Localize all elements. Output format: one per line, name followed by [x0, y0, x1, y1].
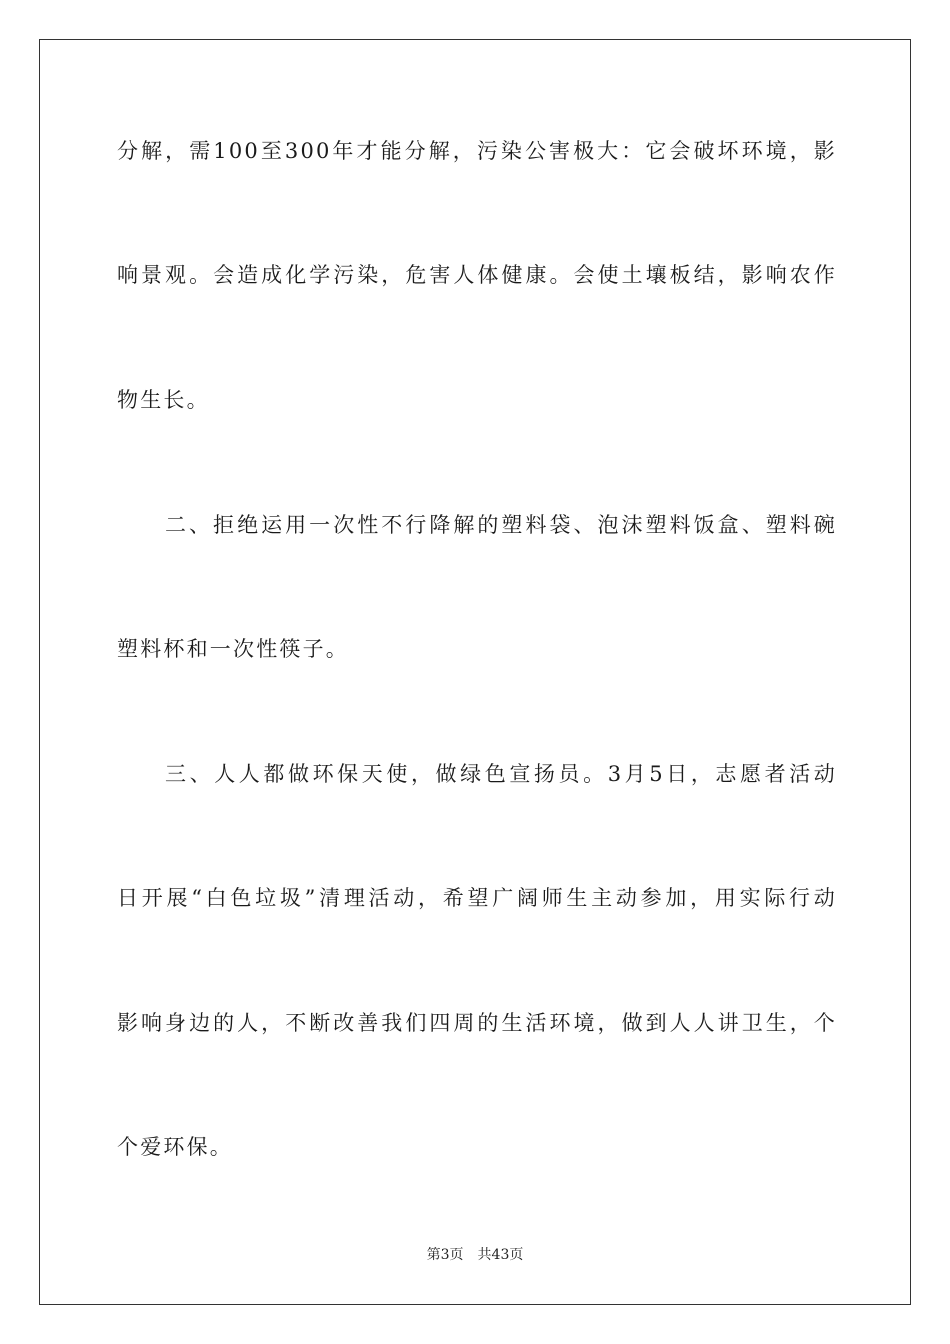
text-line-3: 物生长。 [117, 388, 210, 412]
text-line-6: 三、人人都做环保天使，做绿色宣扬员。3月5日，志愿者活动 [165, 762, 837, 786]
page-total: 共43页 [477, 1247, 524, 1263]
page-number: 第3页 [426, 1247, 464, 1263]
text-line-2: 响景观。会造成化学污染，危害人体健康。会使土壤板结，影响农作 [117, 263, 837, 287]
text-line-4: 二、拒绝运用一次性不行降解的塑料袋、泡沫塑料饭盒、塑料碗 [165, 513, 837, 537]
text-line-1: 分解，需100至300年才能分解，污染公害极大：它会破坏环境，影 [117, 139, 837, 163]
text-line-7: 日开展“白色垃圾”清理活动，希望广阔师生主动参加，用实际行动 [117, 886, 837, 910]
text-line-5: 塑料杯和一次性筷子。 [117, 637, 349, 661]
page-footer [0, 1246, 950, 1264]
text-line-9: 个爱环保。 [117, 1135, 233, 1159]
text-line-8: 影响身边的人，不断改善我们四周的生活环境，做到人人讲卫生，个 [117, 1011, 837, 1035]
page-border [39, 39, 911, 1305]
